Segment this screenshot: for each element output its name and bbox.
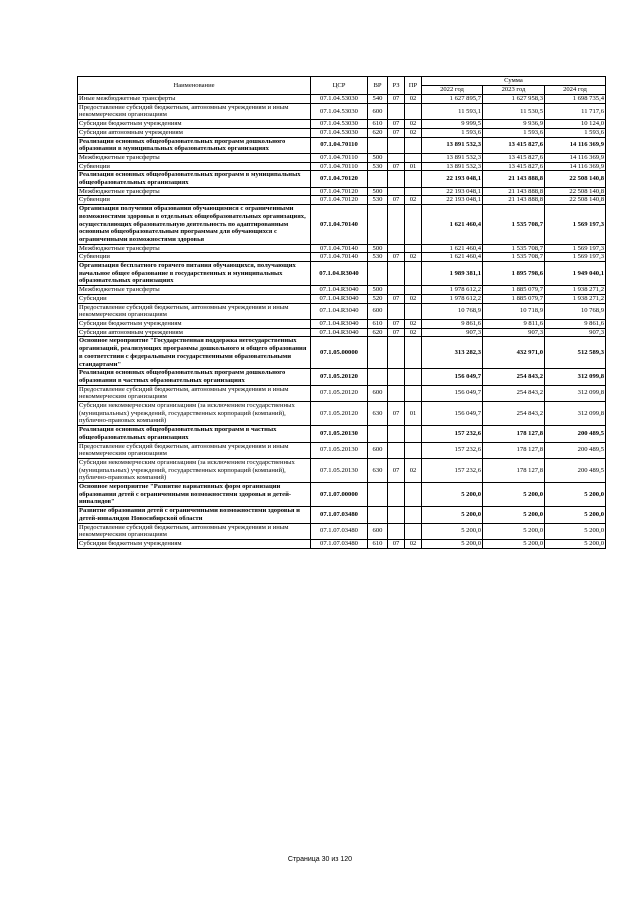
row-pr (405, 442, 422, 458)
row-rz: 07 (388, 128, 405, 137)
row-sum-2024: 312 099,8 (545, 402, 606, 426)
row-sum-2022: 1 593,6 (422, 128, 483, 137)
row-vr (368, 369, 388, 385)
row-name: Межбюджетные трансферты (78, 187, 311, 196)
row-sum-2024: 14 116 369,9 (545, 153, 606, 162)
row-pr (405, 337, 422, 369)
budget-page (77, 76, 605, 549)
row-csr: 07.1.05.20120 (311, 385, 368, 401)
row-csr: 07.1.04.70110 (311, 153, 368, 162)
row-sum-2022: 156 049,7 (422, 369, 483, 385)
row-pr (405, 369, 422, 385)
row-pr (405, 483, 422, 507)
row-sum-2022: 156 049,7 (422, 402, 483, 426)
row-vr (368, 137, 388, 153)
table-row (78, 128, 606, 137)
row-sum-2022: 1 989 381,1 (422, 262, 483, 286)
row-sum-2022: 157 232,6 (422, 426, 483, 442)
row-name: Субвенции (78, 253, 311, 262)
row-csr: 07.1.07.00000 (311, 483, 368, 507)
table-row (78, 337, 606, 369)
header-year-2023: 2023 год (483, 86, 545, 95)
table-body (78, 95, 606, 549)
row-pr: 01 (405, 162, 422, 171)
row-rz (388, 187, 405, 196)
row-sum-2022: 13 891 532,3 (422, 137, 483, 153)
row-name: Развитие образования детей с ограниченными возможностями здоровья и детей-инвалидов Новосибирской области (78, 507, 311, 523)
row-name: Реализация основных общеобразовательных программ в частных общеобразовательных организациях (78, 426, 311, 442)
row-sum-2024: 512 589,3 (545, 337, 606, 369)
row-sum-2023: 5 200,0 (483, 523, 545, 539)
row-sum-2023: 254 843,2 (483, 385, 545, 401)
row-csr: 07.1.04.70120 (311, 187, 368, 196)
table-row (78, 244, 606, 253)
row-sum-2023: 1 885 079,7 (483, 286, 545, 295)
row-rz: 07 (388, 294, 405, 303)
row-vr: 610 (368, 120, 388, 129)
row-sum-2023: 254 843,2 (483, 369, 545, 385)
row-rz (388, 244, 405, 253)
row-name: Основное мероприятие "Развитие вариативных форм организации образования детей с ограниченными возможностями здоровья и детей-инвалидов" (78, 483, 311, 507)
row-csr: 07.1.05.20130 (311, 442, 368, 458)
row-vr (368, 507, 388, 523)
row-pr: 02 (405, 319, 422, 328)
row-sum-2024: 5 200,0 (545, 539, 606, 548)
header-vr: ВР (368, 77, 388, 95)
table-row (78, 303, 606, 319)
row-vr (368, 205, 388, 245)
row-csr: 07.1.05.20120 (311, 402, 368, 426)
row-pr: 02 (405, 196, 422, 205)
row-vr: 600 (368, 523, 388, 539)
row-pr (405, 385, 422, 401)
row-name: Межбюджетные трансферты (78, 286, 311, 295)
table-row (78, 253, 606, 262)
row-rz (388, 523, 405, 539)
table-row (78, 171, 606, 187)
row-name: Субсидии бюджетным учреждениям (78, 539, 311, 548)
row-name: Предоставление субсидий бюджетным, автономным учреждениям и иным некоммерческим организациям (78, 442, 311, 458)
row-sum-2023: 254 843,2 (483, 402, 545, 426)
row-vr (368, 426, 388, 442)
row-rz (388, 153, 405, 162)
table-row (78, 483, 606, 507)
row-sum-2023: 9 811,6 (483, 319, 545, 328)
row-sum-2024: 14 116 369,9 (545, 137, 606, 153)
row-rz: 07 (388, 162, 405, 171)
table-row (78, 328, 606, 337)
row-sum-2024: 1 938 271,2 (545, 286, 606, 295)
row-sum-2024: 1 949 040,1 (545, 262, 606, 286)
row-sum-2022: 5 200,0 (422, 523, 483, 539)
row-sum-2022: 157 232,6 (422, 442, 483, 458)
row-rz (388, 137, 405, 153)
table-row (78, 103, 606, 119)
row-sum-2024: 312 099,8 (545, 369, 606, 385)
row-pr (405, 303, 422, 319)
row-sum-2022: 157 232,6 (422, 458, 483, 482)
row-rz: 07 (388, 120, 405, 129)
row-sum-2024: 22 508 140,8 (545, 171, 606, 187)
row-name: Субсидии некоммерческим организациям (за исключением государственных (муниципальных) учреждений, государственных корпораций (компаний), публично-правовых компаний) (78, 458, 311, 482)
header-name: Наименование (78, 77, 311, 95)
row-vr: 520 (368, 294, 388, 303)
row-sum-2022: 1 621 460,4 (422, 205, 483, 245)
row-vr (368, 337, 388, 369)
row-sum-2023: 5 200,0 (483, 539, 545, 548)
row-rz: 07 (388, 253, 405, 262)
row-sum-2023: 13 415 827,6 (483, 162, 545, 171)
row-csr: 07.1.04.R3040 (311, 319, 368, 328)
header-sum: Сумма (422, 77, 606, 86)
row-vr: 500 (368, 153, 388, 162)
table-row (78, 442, 606, 458)
row-pr (405, 426, 422, 442)
row-vr: 600 (368, 385, 388, 401)
row-sum-2022: 1 621 460,4 (422, 244, 483, 253)
header-year-2024: 2024 год (545, 86, 606, 95)
row-vr (368, 171, 388, 187)
row-vr: 500 (368, 286, 388, 295)
row-sum-2023: 10 718,9 (483, 303, 545, 319)
row-sum-2023: 13 415 827,6 (483, 153, 545, 162)
row-sum-2023: 178 127,8 (483, 426, 545, 442)
table-row (78, 137, 606, 153)
row-sum-2022: 10 768,9 (422, 303, 483, 319)
row-sum-2023: 21 143 888,8 (483, 196, 545, 205)
row-sum-2023: 178 127,8 (483, 442, 545, 458)
row-sum-2024: 1 569 197,3 (545, 253, 606, 262)
table-row (78, 539, 606, 548)
header-csr: ЦСР (311, 77, 368, 95)
row-rz (388, 286, 405, 295)
row-rz: 07 (388, 402, 405, 426)
row-name: Субсидии автономным учреждениям (78, 128, 311, 137)
row-vr: 500 (368, 244, 388, 253)
row-csr: 07.1.04.70140 (311, 205, 368, 245)
row-sum-2022: 5 200,0 (422, 539, 483, 548)
row-name: Субсидии (78, 294, 311, 303)
row-pr (405, 262, 422, 286)
table-row (78, 286, 606, 295)
row-csr: 07.1.04.53030 (311, 128, 368, 137)
table-row (78, 294, 606, 303)
row-pr (405, 286, 422, 295)
row-sum-2024: 200 489,5 (545, 458, 606, 482)
row-sum-2023: 432 971,0 (483, 337, 545, 369)
row-vr: 530 (368, 253, 388, 262)
row-csr: 07.1.04.R3040 (311, 286, 368, 295)
row-sum-2023: 907,3 (483, 328, 545, 337)
row-pr (405, 103, 422, 119)
row-pr: 02 (405, 294, 422, 303)
table-row (78, 426, 606, 442)
row-sum-2024: 1 593,6 (545, 128, 606, 137)
row-sum-2023: 1 627 958,3 (483, 95, 545, 104)
row-sum-2023: 1 535 708,7 (483, 244, 545, 253)
row-sum-2024: 22 508 140,8 (545, 187, 606, 196)
table-row (78, 95, 606, 104)
row-csr: 07.1.04.53030 (311, 120, 368, 129)
row-pr: 02 (405, 253, 422, 262)
row-csr: 07.1.04.R3040 (311, 303, 368, 319)
row-sum-2024: 200 489,5 (545, 442, 606, 458)
row-vr (368, 483, 388, 507)
row-sum-2024: 200 489,5 (545, 426, 606, 442)
row-rz (388, 337, 405, 369)
row-sum-2024: 5 200,0 (545, 483, 606, 507)
row-sum-2024: 907,3 (545, 328, 606, 337)
row-sum-2023: 1 535 708,7 (483, 205, 545, 245)
row-pr: 02 (405, 128, 422, 137)
row-csr: 07.1.04.53030 (311, 103, 368, 119)
row-name: Субсидии бюджетным учреждениям (78, 319, 311, 328)
row-sum-2024: 11 717,6 (545, 103, 606, 119)
row-sum-2022: 9 861,6 (422, 319, 483, 328)
row-sum-2022: 5 200,0 (422, 483, 483, 507)
row-rz (388, 205, 405, 245)
row-name: Основное мероприятие "Государственная поддержка негосударственных организаций, реализующих программы дошкольного и общего образования в соответствии с федеральными государственными образовательными стандартами" (78, 337, 311, 369)
row-sum-2024: 5 200,0 (545, 523, 606, 539)
row-vr: 500 (368, 187, 388, 196)
row-pr: 02 (405, 458, 422, 482)
row-sum-2022: 22 193 048,1 (422, 187, 483, 196)
row-name: Предоставление субсидий бюджетным, автономным учреждениям и иным некоммерческим организациям (78, 385, 311, 401)
table-row (78, 162, 606, 171)
row-rz (388, 369, 405, 385)
row-vr: 600 (368, 442, 388, 458)
row-name: Иные межбюджетные трансферты (78, 95, 311, 104)
row-sum-2023: 178 127,8 (483, 458, 545, 482)
row-sum-2022: 1 621 460,4 (422, 253, 483, 262)
row-name: Субсидии некоммерческим организациям (за исключением государственных (муниципальных) учреждений, государственных корпораций (компаний), публично-правовых компаний) (78, 402, 311, 426)
row-csr: 07.1.07.03480 (311, 539, 368, 548)
row-name: Межбюджетные трансферты (78, 244, 311, 253)
row-name: Предоставление субсидий бюджетным, автономным учреждениям и иным некоммерческим организациям (78, 303, 311, 319)
row-sum-2022: 22 193 048,1 (422, 196, 483, 205)
row-vr: 630 (368, 458, 388, 482)
row-csr: 07.1.04.70140 (311, 244, 368, 253)
row-sum-2024: 10 124,0 (545, 120, 606, 129)
row-sum-2024: 1 698 735,4 (545, 95, 606, 104)
row-csr: 07.1.04.70120 (311, 196, 368, 205)
row-rz: 07 (388, 196, 405, 205)
row-pr: 02 (405, 95, 422, 104)
budget-table (77, 76, 606, 549)
row-vr: 540 (368, 95, 388, 104)
row-pr: 02 (405, 328, 422, 337)
row-rz (388, 262, 405, 286)
header-pr: ПР (405, 77, 422, 95)
row-csr: 07.1.04.R3040 (311, 262, 368, 286)
row-csr: 07.1.04.70110 (311, 137, 368, 153)
row-pr: 01 (405, 402, 422, 426)
row-name: Субсидии автономным учреждениям (78, 328, 311, 337)
row-sum-2022: 907,3 (422, 328, 483, 337)
row-pr (405, 153, 422, 162)
row-sum-2022: 13 891 532,3 (422, 153, 483, 162)
row-vr: 530 (368, 196, 388, 205)
row-csr: 07.1.05.20130 (311, 426, 368, 442)
row-sum-2022: 1 978 612,2 (422, 294, 483, 303)
row-pr (405, 244, 422, 253)
row-csr: 07.1.04.70120 (311, 171, 368, 187)
row-pr: 02 (405, 120, 422, 129)
row-csr: 07.1.05.20130 (311, 458, 368, 482)
row-vr (368, 262, 388, 286)
row-sum-2024: 9 861,6 (545, 319, 606, 328)
table-row (78, 402, 606, 426)
row-csr: 07.1.04.70140 (311, 253, 368, 262)
row-sum-2022: 156 049,7 (422, 385, 483, 401)
table-row (78, 196, 606, 205)
table-row (78, 319, 606, 328)
row-sum-2023: 5 200,0 (483, 507, 545, 523)
table-row (78, 369, 606, 385)
row-name: Предоставление субсидий бюджетным, автономным учреждениям и иным некоммерческим организациям (78, 523, 311, 539)
row-csr: 07.1.05.20120 (311, 369, 368, 385)
row-sum-2022: 1 627 895,7 (422, 95, 483, 104)
row-rz (388, 103, 405, 119)
row-rz (388, 483, 405, 507)
row-sum-2023: 5 200,0 (483, 483, 545, 507)
table-row (78, 205, 606, 245)
row-vr: 630 (368, 402, 388, 426)
row-sum-2023: 21 143 888,8 (483, 187, 545, 196)
row-sum-2023: 9 936,9 (483, 120, 545, 129)
row-rz (388, 426, 405, 442)
row-csr: 07.1.04.R3040 (311, 294, 368, 303)
row-name: Межбюджетные трансферты (78, 153, 311, 162)
row-csr: 07.1.07.03480 (311, 523, 368, 539)
row-name: Организация бесплатного горячего питания обучающихся, получающих начальное общее образование в государственных и муниципальных образовательных организациях (78, 262, 311, 286)
header-row (78, 77, 606, 86)
row-sum-2022: 22 193 048,1 (422, 171, 483, 187)
row-csr: 07.1.07.03480 (311, 507, 368, 523)
row-sum-2023: 1 895 798,6 (483, 262, 545, 286)
row-sum-2024: 312 099,8 (545, 385, 606, 401)
table-row (78, 120, 606, 129)
row-pr (405, 171, 422, 187)
row-sum-2022: 13 891 532,3 (422, 162, 483, 171)
table-row (78, 262, 606, 286)
row-sum-2023: 11 530,5 (483, 103, 545, 119)
row-name: Организация получения образования обучающимися с ограниченными возможностями здоровья в отдельных общеобразовательных организациях, осуществляющих образовательную деятельность по адаптированным основным общеобразовательным программам для обучающихся с ограниченными возможностями здоровья (78, 205, 311, 245)
row-name: Субсидии бюджетным учреждениям (78, 120, 311, 129)
row-sum-2023: 1 885 079,7 (483, 294, 545, 303)
row-sum-2024: 14 116 369,9 (545, 162, 606, 171)
row-sum-2024: 1 938 271,2 (545, 294, 606, 303)
row-sum-2024: 22 508 140,8 (545, 196, 606, 205)
row-rz (388, 303, 405, 319)
row-rz (388, 507, 405, 523)
row-rz (388, 385, 405, 401)
header-rz: РЗ (388, 77, 405, 95)
row-pr: 02 (405, 539, 422, 548)
row-sum-2022: 11 593,1 (422, 103, 483, 119)
row-pr (405, 523, 422, 539)
row-pr (405, 205, 422, 245)
row-rz: 07 (388, 328, 405, 337)
row-sum-2022: 1 978 612,2 (422, 286, 483, 295)
row-vr: 620 (368, 128, 388, 137)
header-year-2022: 2022 год (422, 86, 483, 95)
row-rz: 07 (388, 458, 405, 482)
row-sum-2024: 1 569 197,3 (545, 205, 606, 245)
row-sum-2022: 5 200,0 (422, 507, 483, 523)
row-vr: 620 (368, 328, 388, 337)
row-pr (405, 507, 422, 523)
row-vr: 610 (368, 319, 388, 328)
table-row (78, 385, 606, 401)
row-name: Реализация основных общеобразовательных программ дошкольного образования в частных образовательных организациях (78, 369, 311, 385)
row-csr: 07.1.04.R3040 (311, 328, 368, 337)
row-sum-2023: 21 143 888,8 (483, 171, 545, 187)
row-rz (388, 442, 405, 458)
row-name: Субвенции (78, 162, 311, 171)
row-sum-2022: 9 999,5 (422, 120, 483, 129)
row-sum-2024: 1 569 197,3 (545, 244, 606, 253)
row-sum-2022: 313 282,3 (422, 337, 483, 369)
row-vr: 600 (368, 103, 388, 119)
row-name: Предоставление субсидий бюджетным, автономным учреждениям и иным некоммерческим организациям (78, 103, 311, 119)
row-name: Субвенции (78, 196, 311, 205)
row-rz: 07 (388, 319, 405, 328)
table-row (78, 507, 606, 523)
row-rz: 07 (388, 95, 405, 104)
row-vr: 530 (368, 162, 388, 171)
row-sum-2023: 1 593,6 (483, 128, 545, 137)
row-sum-2023: 13 415 827,6 (483, 137, 545, 153)
row-pr (405, 137, 422, 153)
row-name: Реализация основных общеобразовательных программ дошкольного образования в муниципальных образовательных организациях (78, 137, 311, 153)
row-sum-2023: 1 535 708,7 (483, 253, 545, 262)
row-rz (388, 171, 405, 187)
table-row (78, 153, 606, 162)
row-name: Реализация основных общеобразовательных программ в муниципальных общеобразовательных организациях (78, 171, 311, 187)
row-csr: 07.1.05.00000 (311, 337, 368, 369)
row-pr (405, 187, 422, 196)
row-rz: 07 (388, 539, 405, 548)
table-row (78, 458, 606, 482)
row-sum-2024: 10 768,9 (545, 303, 606, 319)
table-row (78, 523, 606, 539)
row-csr: 07.1.04.53030 (311, 95, 368, 104)
table-row (78, 187, 606, 196)
row-vr: 600 (368, 303, 388, 319)
row-vr: 610 (368, 539, 388, 548)
row-csr: 07.1.04.70110 (311, 162, 368, 171)
page-number: Страница 30 из 120 (287, 856, 353, 863)
row-sum-2024: 5 200,0 (545, 507, 606, 523)
